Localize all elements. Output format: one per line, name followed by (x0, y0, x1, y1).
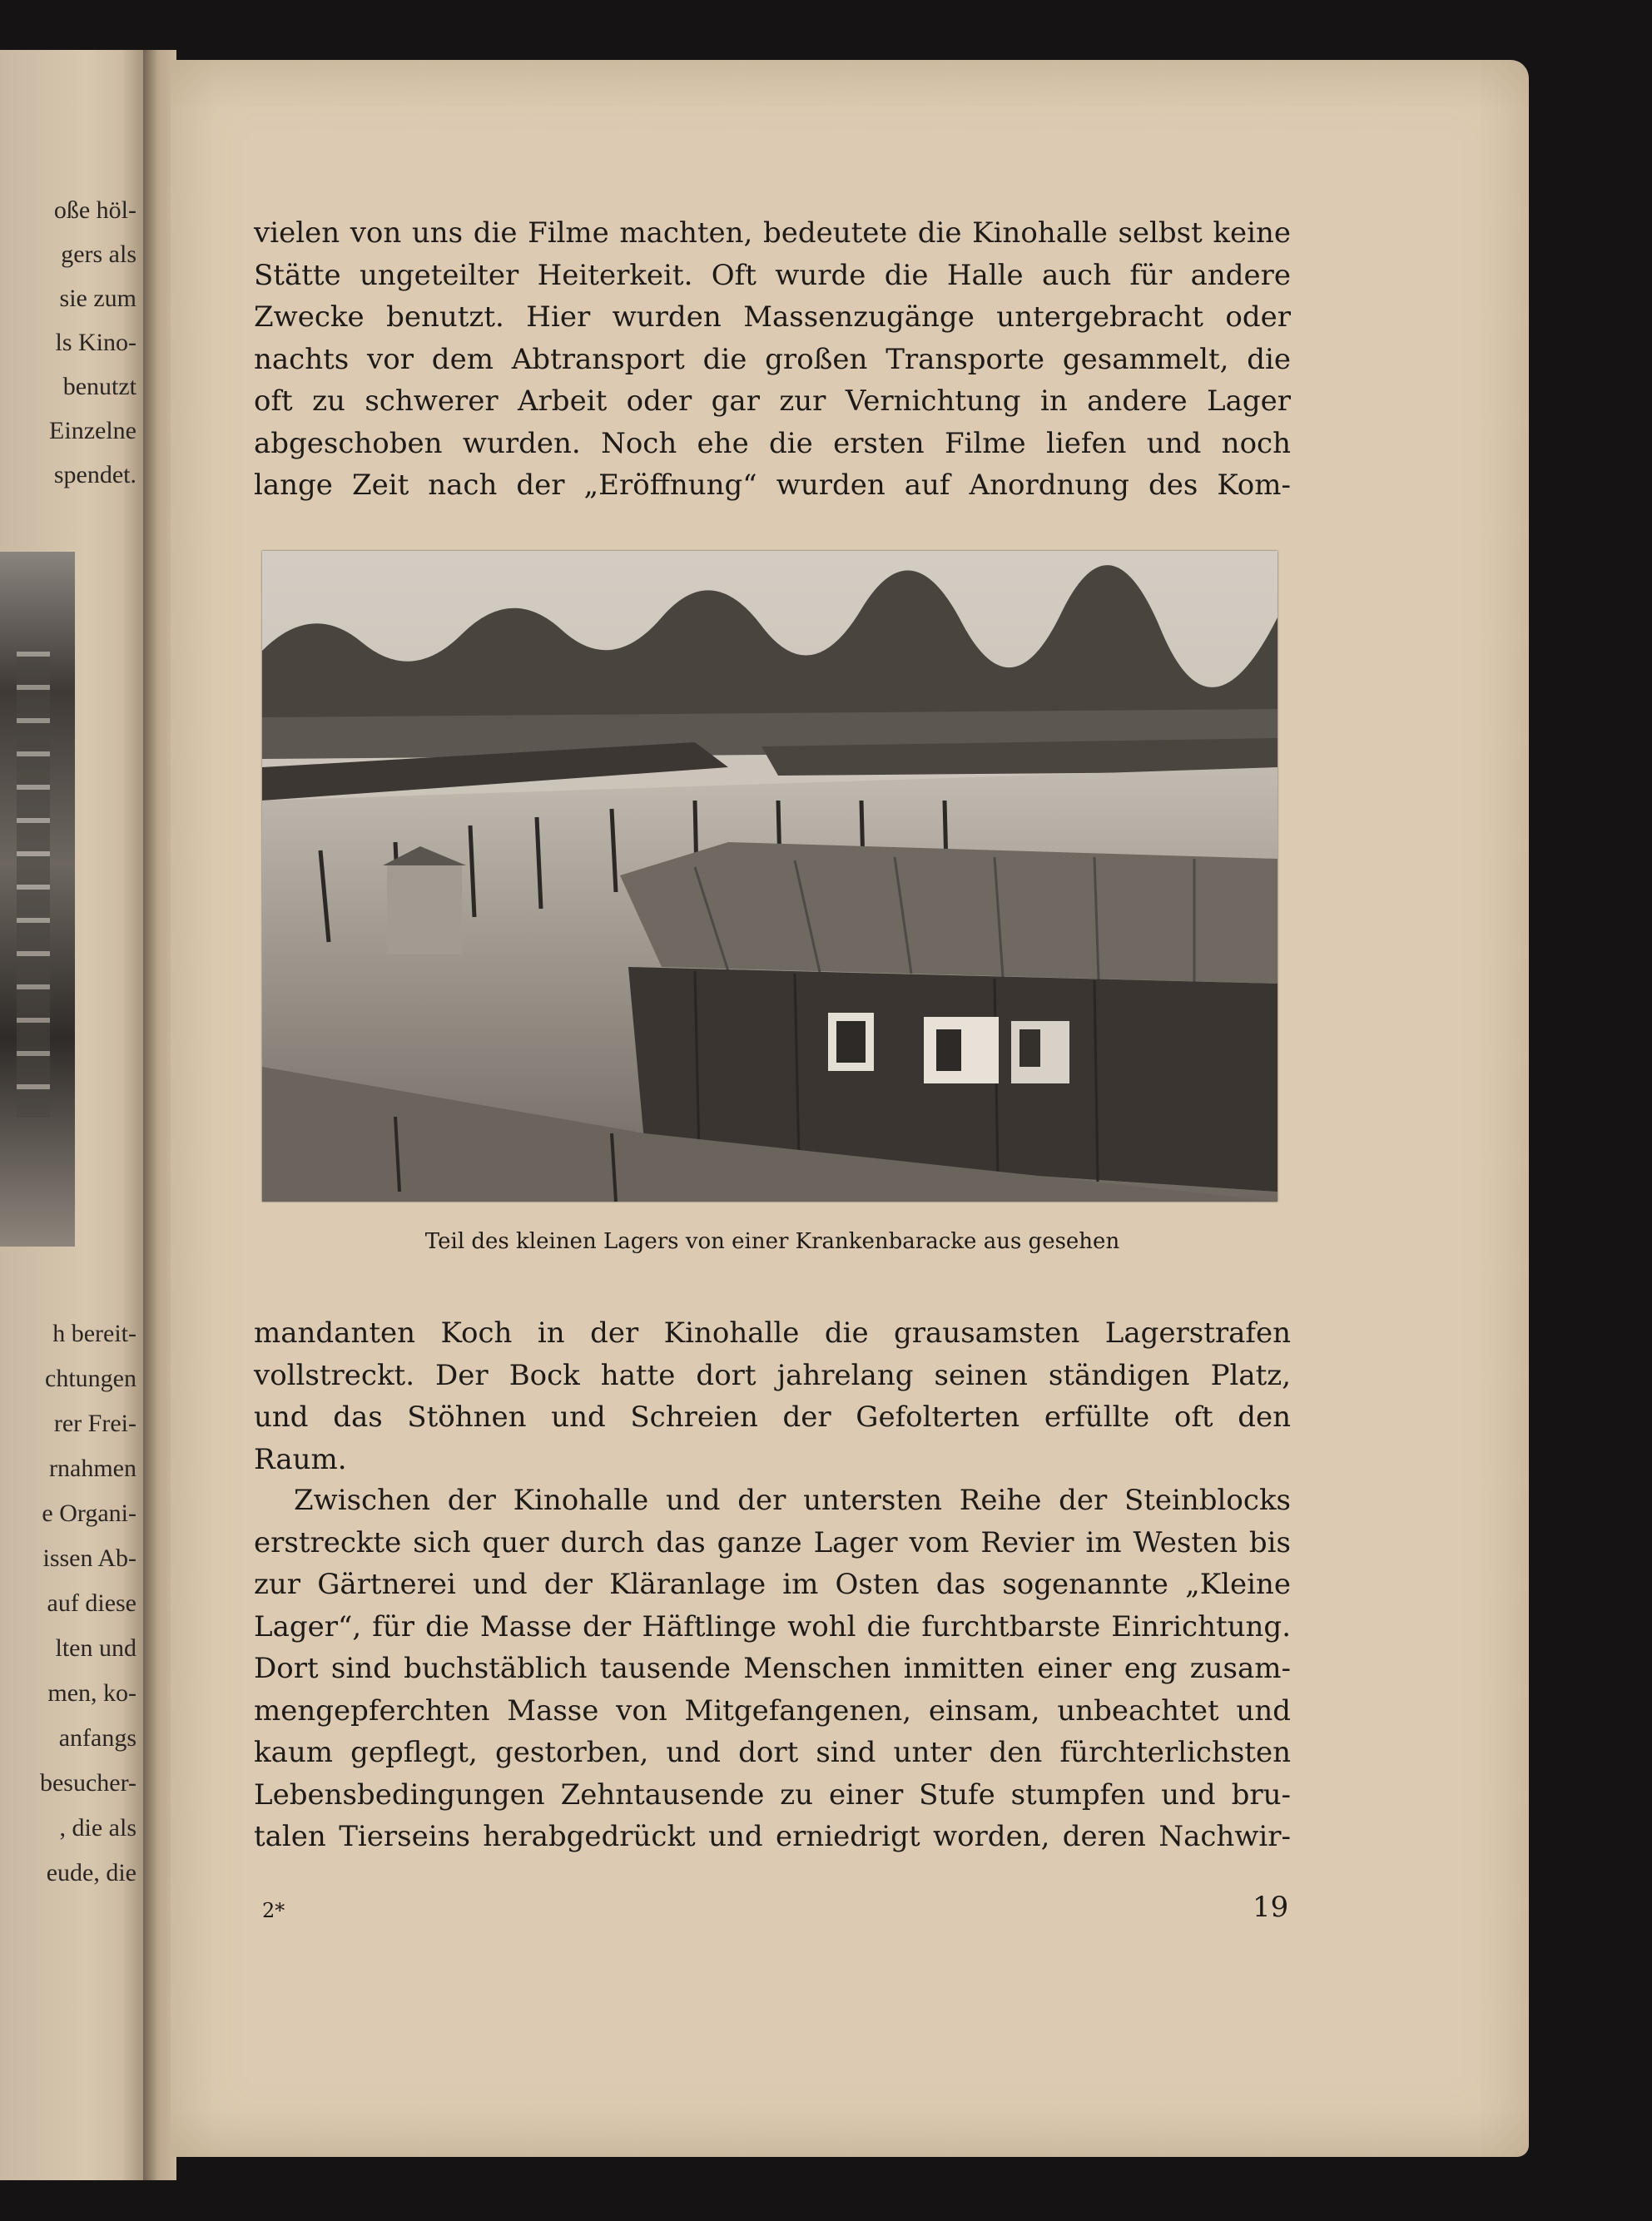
left-page-line: spendet. (53, 461, 136, 488)
left-page-line: rnahmen (49, 1455, 136, 1482)
paragraph-middle (254, 1312, 1291, 1480)
text-line: Lebensbedingungen Zehntausende zu einer Stufe stumpfen und bru- (254, 1777, 1291, 1812)
left-page-line: besucher- (39, 1769, 136, 1797)
left-page-line: men, ko- (47, 1679, 136, 1707)
text-line: vielen von uns die Filme machten, bedeutete die Kinohalle selbst keine (254, 216, 1291, 250)
left-page-line: sie zum (59, 285, 136, 312)
text-line: mengepferchten Masse von Mitgefangenen, einsam, unbeachtet und (254, 1693, 1291, 1728)
left-page-line: , die als (59, 1814, 136, 1842)
left-page-line: oße höl- (53, 196, 136, 224)
paragraph-bottom (254, 1480, 1291, 1858)
text-line: Zwecke benutzt. Hier wurden Massenzugänge untergebracht oder (254, 300, 1291, 334)
text-line: und das Stöhnen und Schreien der Gefolterten erfüllte oft den (254, 1401, 1291, 1434)
left-page-line: anfangs (58, 1724, 136, 1752)
text-line: kaum gepflegt, gestorben, und dort sind unter den fürchterlichsten (254, 1736, 1291, 1769)
left-page-line: e Organi- (42, 1500, 136, 1527)
left-page-line: ls Kino- (55, 329, 136, 356)
book-page (171, 60, 1529, 2157)
page-number: 19 (1253, 1891, 1289, 1924)
left-page-line: h bereit- (52, 1320, 136, 1347)
text-line: vollstreckt. Der Bock hatte dort jahrelang seinen ständigen Platz, (254, 1358, 1291, 1392)
left-page-line: benutzt (62, 373, 136, 400)
photo-caption: Teil des kleinen Lagers von einer Krankenbaracke aus gesehen (424, 1229, 1120, 1254)
text-line: nachts vor dem Abtransport die großen Transporte gesammelt, die (254, 342, 1291, 376)
text-line: Raum. (254, 1442, 347, 1476)
previous-page (0, 50, 143, 2180)
left-page-line: eude, die (46, 1859, 136, 1886)
text-line: lange Zeit nach der „Eröffnung“ wurden auf Anordnung des Kom- (254, 468, 1291, 502)
text-line: talen Tierseins herabgedrückt und erniedrigt worden, deren Nachwir- (254, 1820, 1291, 1853)
left-page-photo (0, 552, 75, 1247)
left-page-line: lten und (55, 1634, 136, 1662)
text-line: Lager“, für die Masse der Häftlinge wohl die furchtbarste Einrichtung. (254, 1609, 1291, 1643)
left-page-line: issen Ab- (42, 1544, 136, 1572)
text-line: oft zu schwerer Arbeit oder gar zur Vernichtung in andere Lager (254, 384, 1291, 418)
text-line: erstreckte sich quer durch das ganze Lager vom Revier im Westen bis (254, 1525, 1291, 1559)
signature-mark: 2* (262, 1899, 285, 1922)
text-line: mandanten Koch in der Kinohalle die grausamsten Lagerstrafen (254, 1316, 1291, 1350)
text-line: Zwischen der Kinohalle und der untersten Reihe der Steinblocks (294, 1484, 1291, 1517)
left-page-line: rer Frei- (53, 1410, 136, 1437)
text-line: zur Gärtnerei und der Kläranlage im Osten das sogenannte „Kleine (254, 1568, 1291, 1601)
left-page-line: auf diese (47, 1589, 136, 1617)
text-line: Dort sind buchstäblich tausende Menschen inmitten einer eng zusam- (254, 1652, 1291, 1685)
paragraph-top (254, 212, 1291, 507)
camp-photograph (262, 551, 1277, 1202)
left-page-line: Einzelne (49, 417, 136, 444)
text-line: abgeschoben wurden. Noch ehe die ersten Filme liefen und noch (254, 426, 1291, 460)
text-line: Stätte ungeteilter Heiterkeit. Oft wurde die Halle auch für andere (254, 258, 1291, 292)
left-page-line: chtungen (45, 1365, 136, 1392)
left-page-line: gers als (61, 240, 136, 268)
